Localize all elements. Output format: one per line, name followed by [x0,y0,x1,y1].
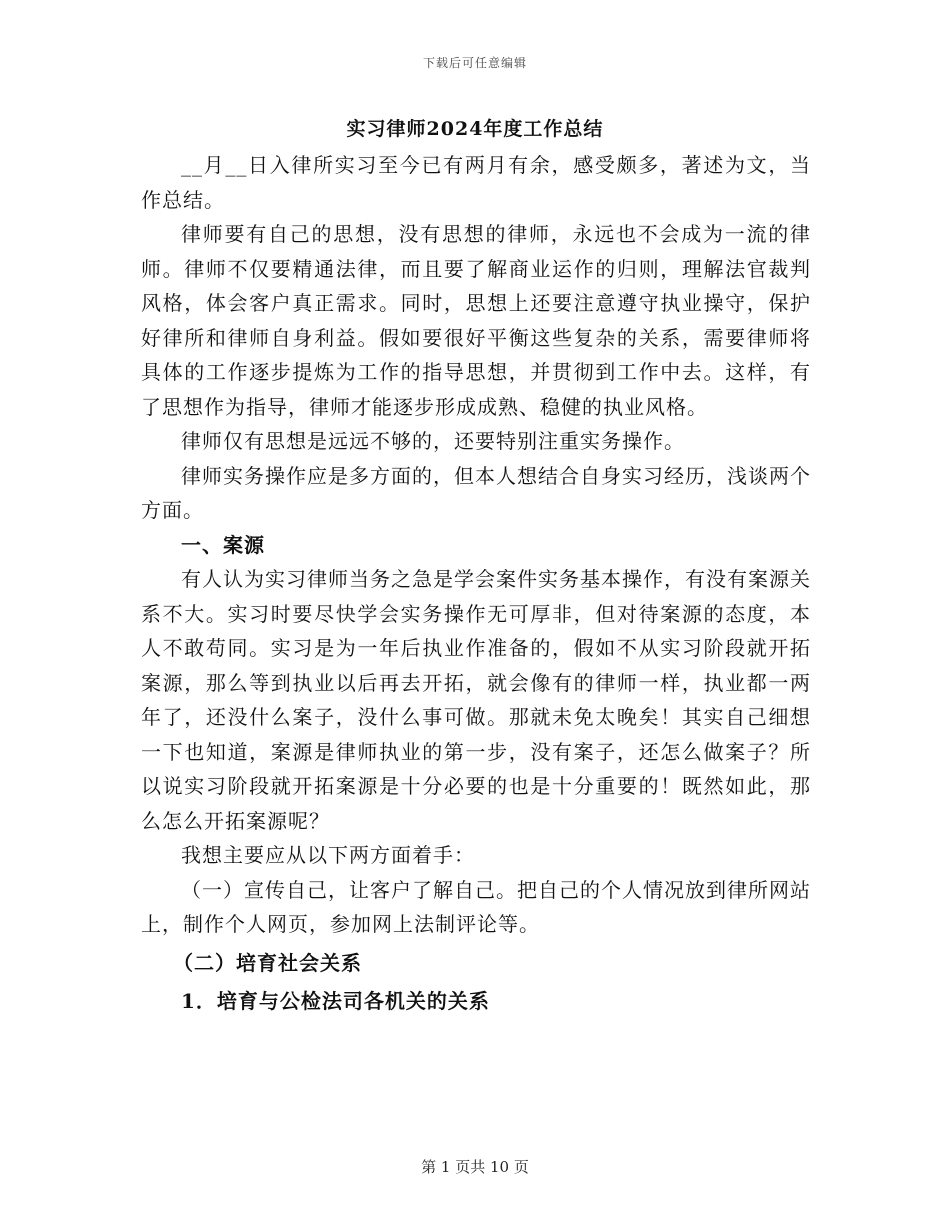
page-header-note: 下载后可任意编辑 [422,56,527,70]
document-title: 实习律师2024年度工作总结 [346,118,604,140]
paragraph-intro: __月__日入律所实习至今已有两月有余，感受颇多，著述为文，当作总结。 [141,153,811,212]
paragraph-promote-self: （一）宣传自己，让客户了解自己。把自己的个人情况放到律所网站上，制作个人网页，参加网上法制评论等。 [141,877,811,936]
page-number: 第 1 页共 10 页 [421,1158,529,1176]
paragraph-case-source: 有人认为实习律师当务之急是学会案件实务基本操作，有没有案源关系不大。实习时要尽快学会实务操作无可厚非，但对待案源的态度，本人不敢苟同。实习是为一年后执业作准备的，假如不从实习阶段就开拓案源，那么等到执业以后再去开拓，就会像有的律师一样，执业都一两年了，还没什么案子，没什么事可做。那就未免太晚矣！其实自己细想一下也知道，案源是律师执业的第一步，没有案子，还怎么做案子？所以说实习阶段就开拓案源是十分必要的也是十分重要的！既然如此，那么怎么开拓案源呢？ [141,567,811,833]
paragraph-thinking: 律师要有自己的思想，没有思想的律师，永远也不会成为一流的律师。律师不仅要精通法律，而且要了解商业运作的归则，理解法官裁判风格，体会客户真正需求。同时，思想上还要注意遵守执业操守，保护好律所和律师自身利益。假如要很好平衡这些复杂的关系，需要律师将具体的工作逐步提炼为工作的指导思想，并贯彻到工作中去。这样，有了思想作为指导，律师才能逐步形成成熟、稳健的执业风格。 [141,222,811,419]
section-heading-case-source: 一、案源 [181,532,265,557]
subheading-public-organs: 1．培育与公检法司各机关的关系 [181,989,490,1013]
paragraph-two-aspects: 律师实务操作应是多方面的，但本人想结合自身实习经历，浅谈两个方面。 [141,463,811,522]
paragraph-two-ways: 我想主要应从以下两方面着手： [181,843,475,867]
document-body [141,148,811,1019]
subheading-social-relations: （二）培育社会关系 [173,950,362,975]
paragraph-practice: 律师仅有思想是远远不够的，还要特别注重实务操作。 [181,429,685,453]
